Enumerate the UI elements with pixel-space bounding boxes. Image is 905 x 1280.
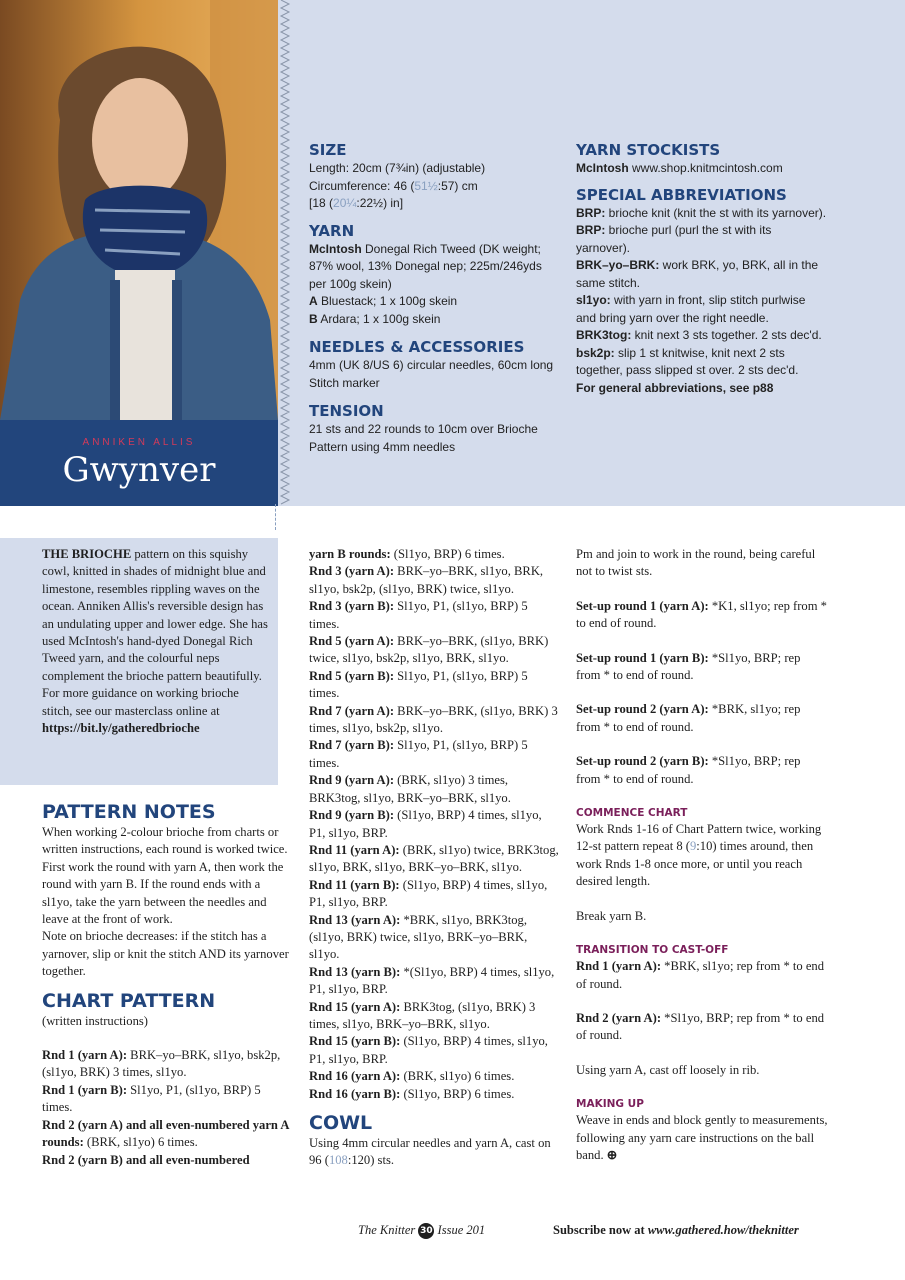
setup-round: Set-up round 1 (yarn B): *Sl1yo, BRP; rep from * to end of round. [576,650,801,683]
chart-pattern-heading: CHART PATTERN [42,989,216,1012]
pattern-row: Rnd 9 (yarn B): (Sl1yo, BRP) 4 times, sl1yo, P1, sl1yo, BRP. [309,808,542,840]
join-instructions: Pm and join to work in the round, being careful not to twist sts. [576,547,816,579]
setup-round: Set-up round 1 (yarn A): *K1, sl1yo; rep from * to end of round. [576,598,827,631]
dashed-line [275,504,276,530]
pattern-row: Rnd 11 (yarn B): (Sl1yo, BRP) 4 times, sl1yo, P1, sl1yo, BRP. [309,877,548,910]
masterclass-link[interactable]: https://bit.ly/gatheredbrioche [42,721,200,736]
author-name: ANNIKEN ALLIS [82,437,196,448]
zigzag-divider [278,0,292,506]
pattern-row: Rnd 16 (yarn B): (Sl1yo, BRP) 6 times. [309,1086,515,1101]
pattern-row: Rnd 1 (yarn B): Sl1yo, P1, (sl1yo, BRP) 5 times. [42,1082,261,1115]
abbr-item: BRK–yo–BRK: work BRK, yo, BRK, all in the same stitch. [576,258,819,290]
setup-round: Set-up round 2 (yarn B): *Sl1yo, BRP; rep from * to end of round. [576,754,801,786]
cowl-heading: COWL [309,1112,373,1134]
pattern-row: Rnd 5 (yarn B): Sl1yo, P1, (sl1yo, BRP) 5 times. [309,668,528,701]
hero-photo [0,0,278,420]
cowl-text: Using 4mm circular needles and yarn A, cast on 96 (108:120) sts. [309,1136,551,1168]
needles-line1: 4mm (UK 8/US 6) circular needles, 60cm long [309,358,554,372]
end-mark-icon: ⊕ [606,1147,618,1162]
model-photo-illustration [0,0,278,420]
spec-column-left [309,141,559,456]
column-3 [576,546,828,1164]
chart-pattern-sub: (written instructions) [42,1013,148,1028]
pattern-row: Rnd 3 (yarn B): Sl1yo, P1, (sl1yo, BRP) 5 times. [309,599,528,631]
stockists-heading: YARN STOCKISTS [576,141,721,159]
subscribe-label: Subscribe now at [553,1223,648,1237]
abbr-item: BRP: brioche knit (knit the st with its yarnover). [576,205,827,220]
pattern-row: Rnd 16 (yarn A): (BRK, sl1yo) 6 times. [309,1069,515,1084]
yarn-heading: YARN [309,221,355,240]
pattern-row: yarn B rounds: (Sl1yo, BRP) 6 times. [309,547,505,561]
issue-number: Issue 201 [437,1223,486,1237]
intro-text [42,546,268,737]
column-1 [42,800,292,1169]
intro-more: For more guidance on working brioche stitch, see our masterclass online at [42,686,239,718]
pattern-row: Rnd 7 (yarn B): Sl1yo, P1, (sl1yo, BRP) 5 times. [309,738,528,770]
stockists-line: McIntosh www.shop.knitmcintosh.com [576,161,783,175]
general-abbreviations-note: For general abbreviations, see p88 [576,380,774,395]
tension-text: 21 sts and 22 rounds to 10cm over Brioche Pattern using 4mm needles [309,422,538,454]
yarn-colour-a: A Bluestack; 1 x 100g skein [309,294,458,308]
setup-round: Set-up round 2 (yarn A): *BRK, sl1yo; rep from * to end of round. [576,702,801,734]
pattern-row: Rnd 7 (yarn A): BRK–yo–BRK, (sl1yo, BRK) 3 times, sl1yo, bsk2p, sl1yo. [309,703,558,736]
yarn-colour-b: B Ardara; 1 x 100g skein [309,311,441,326]
size-inches: [18 (20¼:22½) in] [309,196,404,210]
pattern-row: Rnd 2 (yarn A) and all even-numbered yarn A rounds: (BRK, sl1yo) 6 times. [42,1117,289,1150]
break-yarn: Break yarn B. [576,908,647,923]
pattern-row: Rnd 3 (yarn A): BRK–yo–BRK, sl1yo, BRK, sl1yo, bsk2p, (sl1yo, BRK) twice, sl1yo. [309,564,544,596]
column-2 [309,546,559,1170]
pattern-row: Rnd 9 (yarn A): (BRK, sl1yo) 3 times, BRK3tog, sl1yo, BRK–yo–BRK, sl1yo. [309,773,511,805]
abbr-item: BRP: brioche purl (purl the st with its yarnover). [576,223,772,255]
size-length: Length: 20cm (7¾in) (adjustable) [309,161,486,175]
pattern-row: Rnd 13 (yarn A): *BRK, sl1yo, BRK3tog, (sl1yo, BRK) twice, sl1yo, BRK–yo–BRK, sl1yo. [309,912,528,962]
pattern-row: Rnd 15 (yarn B): (Sl1yo, BRP) 4 times, sl1yo, P1, sl1yo, BRP. [309,1034,548,1066]
abbr-item: BRK3tog: knit next 3 sts together. 2 sts dec'd. [576,328,822,342]
pattern-row: Rnd 11 (yarn A): (BRK, sl1yo) twice, BRK3tog, sl1yo, BRK, sl1yo, BRK–yo–BRK, sl1yo. [309,842,559,875]
commence-chart-heading: COMMENCE CHART [576,807,688,820]
pattern-notes-p1: When working 2-colour brioche from charts or written instructions, each round is worked twice. First work the round with yarn A, then work the round with yarn B. If the round ends with a sl1yo, take the yarn between the needles and leave at the front of work. [42,825,288,927]
tension-heading: TENSION [309,402,384,420]
pattern-notes-p2: Note on brioche decreases: if the stitch has a yarnover, slip or knit the stitch AND its yarnover together. [42,929,289,979]
magazine-name: The Knitter [358,1223,416,1237]
footer-issue [358,1223,485,1239]
transition-heading: TRANSITION TO CAST-OFF [576,944,729,957]
pattern-row: Rnd 15 (yarn A): BRK3tog, (sl1yo, BRK) 3 times, sl1yo, BRK–yo–BRK, sl1yo. [309,999,536,1031]
cast-off-text: Using yarn A, cast off loosely in rib. [576,1062,760,1077]
pattern-row: Rnd 1 (yarn A): BRK–yo–BRK, sl1yo, bsk2p, (sl1yo, BRK) 3 times, sl1yo. [42,1048,281,1080]
page-number: 30 [418,1223,434,1239]
abbr-item: sl1yo: with yarn in front, slip stitch purlwise and bring yarn over the right needle. [576,293,806,325]
pattern-row: Rnd 5 (yarn A): BRK–yo–BRK, (sl1yo, BRK) twice, sl1yo, bsk2p, sl1yo, BRK, sl1yo. [309,634,549,666]
pattern-title: Gwynver [62,450,216,490]
making-up-heading: MAKING UP [576,1098,644,1111]
transition-round: Rnd 1 (yarn A): *BRK, sl1yo; rep from * to end of round. [576,959,825,991]
abbreviations-heading: SPECIAL ABBREVIATIONS [576,185,787,204]
intro-paragraph: THE BRIOCHE pattern on this squishy cowl, knitted in shades of midnight blue and limestone, resembles rippling waves on the ocean. Anniken Allis's reversible design has an undulating upper and lower edge. She has used McIntosh's hand-dyed Donegal Rich Tweed yarn, and the colourful neps complement the brioche pattern beautifully. [42,547,268,683]
spec-column-right [576,141,828,397]
subscribe-link[interactable]: www.gathered.how/theknitter [647,1223,799,1237]
footer-subscribe [553,1223,799,1238]
making-up-text: Weave in ends and block gently to measurements, following any yarn care instructions on the ball band. ⊕ [576,1113,828,1162]
pattern-row: Rnd 2 (yarn B) and all even-numbered [42,1152,250,1167]
commence-text: Work Rnds 1-16 of Chart Pattern twice, working 12-st pattern repeat 8 (9:10) times around, then work Rnds 1-8 once more, or until you reach desired length. [576,822,822,889]
pattern-notes-heading: PATTERN NOTES [42,801,216,823]
needles-line2: Stitch marker [309,375,380,390]
needles-heading: NEEDLES & ACCESSORIES [309,338,525,356]
transition-round: Rnd 2 (yarn A): *Sl1yo, BRP; rep from * to end of round. [576,1010,825,1043]
yarn-description: McIntosh Donegal Rich Tweed (DK weight; 87% wool, 13% Donegal nep; 225m/246yds per 100g skein) [309,241,542,291]
size-heading: SIZE [309,141,347,159]
size-circumference: Circumference: 46 (51½:57) cm [309,178,478,193]
abbr-item: bsk2p: slip 1 st knitwise, knit next 2 sts together, pass slipped st over. 2 sts dec'd. [576,345,799,377]
pattern-row: Rnd 13 (yarn B): *(Sl1yo, BRP) 4 times, sl1yo, P1, sl1yo, BRP. [309,964,555,997]
